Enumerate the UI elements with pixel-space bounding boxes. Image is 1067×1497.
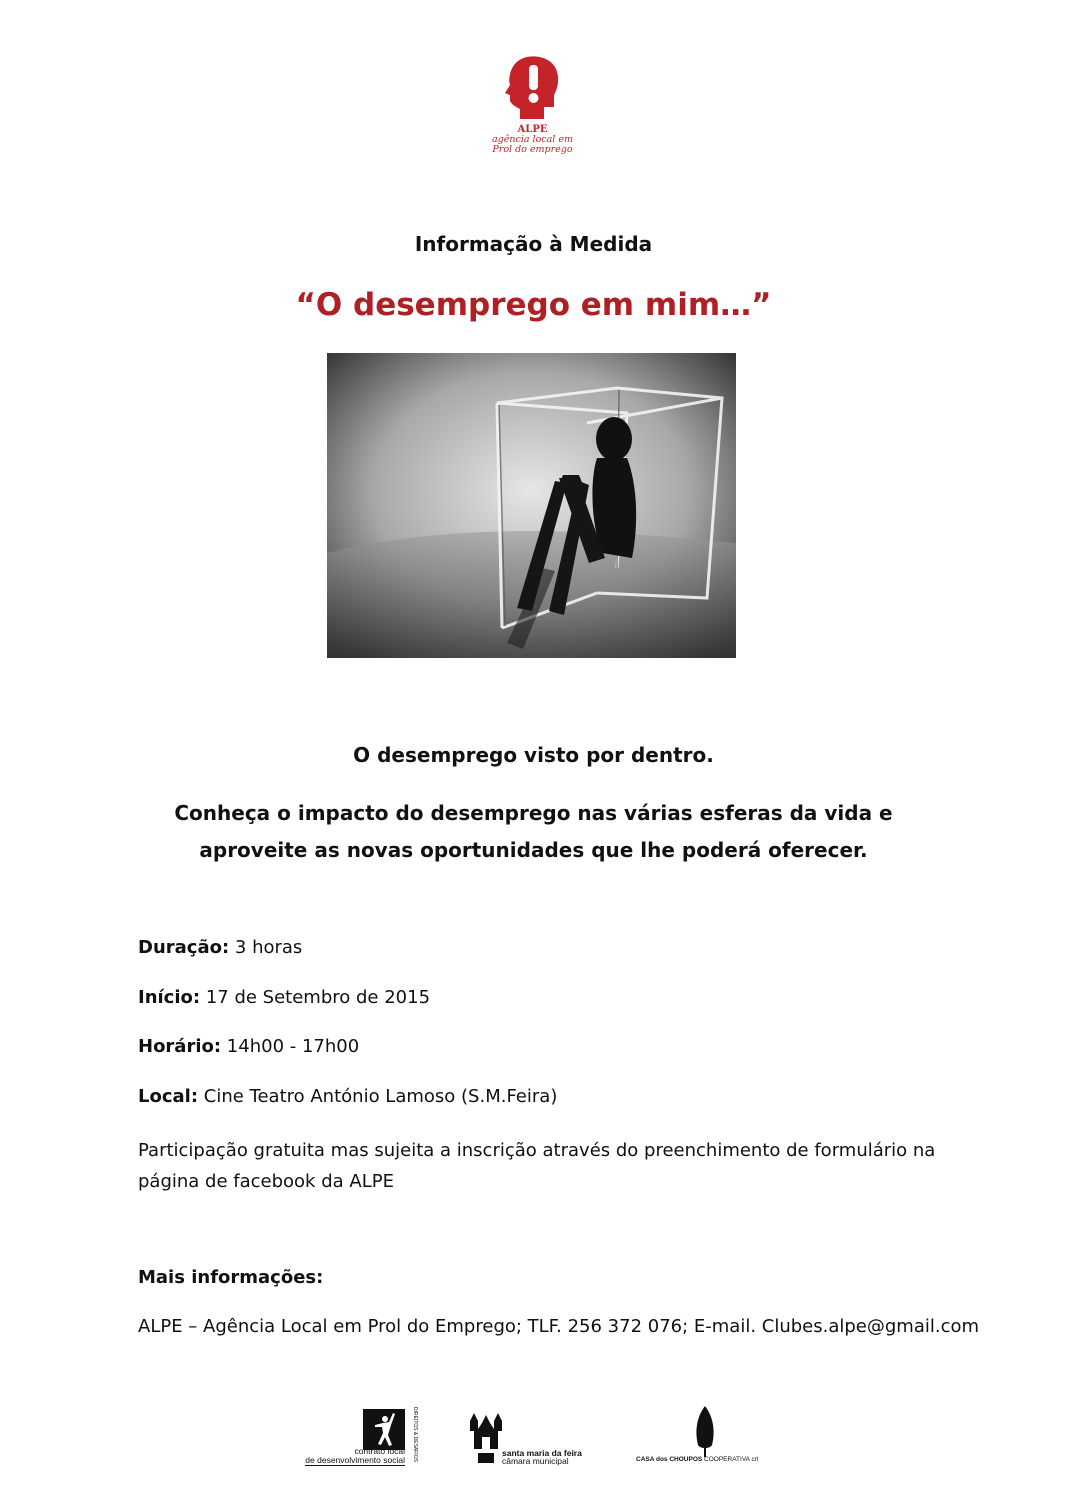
choupos-suffix: COOPERATIVA crl xyxy=(704,1456,759,1463)
choupos-name: CASA dos CHOUPOS xyxy=(636,1456,703,1463)
more-info-title: Mais informações: xyxy=(138,1267,324,1288)
duration-row xyxy=(138,937,302,958)
clds-line2: de desenvolvimento social xyxy=(305,1455,405,1465)
contact-line: ALPE – Agência Local em Prol do Emprego; TLF. 256 372 076; E-mail. Clubes.alpe@gmail.com xyxy=(138,1316,980,1337)
schedule-label: Horário: xyxy=(138,1036,222,1057)
event-title: “O desemprego em mim…” xyxy=(295,287,772,323)
clds-text xyxy=(305,1447,405,1466)
alpe-logo xyxy=(470,55,595,155)
start-value: 17 de Setembro de 2015 xyxy=(200,987,431,1008)
dancer-icon xyxy=(363,1405,405,1450)
location-row xyxy=(138,1086,557,1107)
duration-label: Duração: xyxy=(138,937,230,958)
tagline: O desemprego visto por dentro. xyxy=(353,743,714,767)
logo-name: ALPE xyxy=(517,124,548,135)
duration-value: 3 horas xyxy=(229,937,303,958)
poplar-tree-icon xyxy=(692,1405,718,1457)
event-series-label: Informação à Medida xyxy=(414,232,653,256)
lead-paragraph: Conheça o impacto do desemprego nas várias esferas da vida e aproveite as novas oportunidades que lhe poderá oferecer. xyxy=(174,801,893,862)
registration-notice: Participação gratuita mas sujeita a inscrição através do preenchimento de formulário na página de facebook da ALPE xyxy=(138,1140,936,1192)
smf-line2: câmara municipal xyxy=(502,1456,569,1466)
santa-maria-da-feira-logo xyxy=(468,1405,593,1467)
logo-line2: Prol do emprego xyxy=(492,144,573,155)
choupos-text xyxy=(636,1455,761,1464)
castle-icon xyxy=(468,1411,504,1465)
location-value: Cine Teatro António Lamoso (S.M.Feira) xyxy=(198,1086,558,1107)
smf-line1: santa maria da feira xyxy=(502,1448,582,1458)
clds-logo xyxy=(305,1405,425,1467)
head-exclamation-icon xyxy=(504,55,562,121)
start-row xyxy=(138,987,430,1008)
figure-in-glass-box-photo xyxy=(327,353,736,658)
start-label: Início: xyxy=(138,987,201,1008)
location-label: Local: xyxy=(138,1086,199,1107)
clds-vertical-text: DIREITOS & DESAFIOS xyxy=(412,1407,418,1462)
casa-dos-choupos-logo xyxy=(636,1405,761,1467)
schedule-value: 14h00 - 17h00 xyxy=(221,1036,360,1057)
clds-line1: contrato local xyxy=(354,1446,405,1456)
logo-line1: agência local em xyxy=(492,134,573,145)
schedule-row xyxy=(138,1036,359,1057)
